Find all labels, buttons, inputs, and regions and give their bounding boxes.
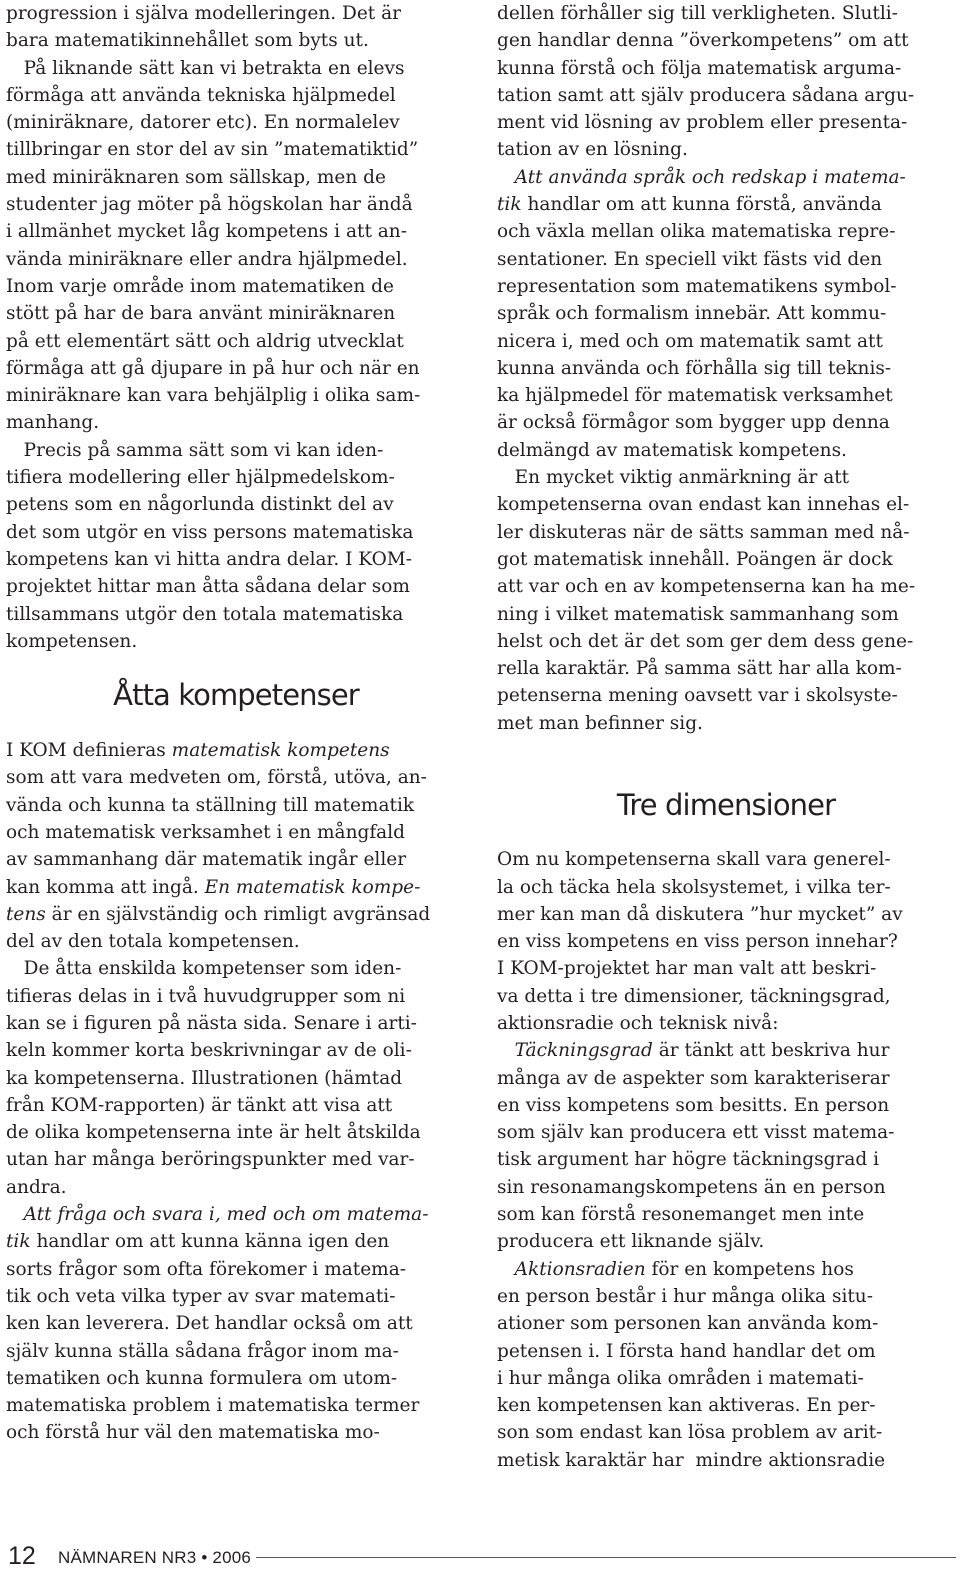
text-line [497, 1228, 955, 1255]
text-run: tillsammans utgör den totala matematiska [6, 603, 404, 625]
text-run: är också förmågor som bygger upp denna [497, 412, 890, 434]
text-line [6, 1065, 466, 1092]
text-line [497, 191, 955, 218]
text-line [497, 928, 955, 955]
text-run: för en kompetens hos [645, 1258, 854, 1280]
text-line [6, 0, 466, 27]
text-line [497, 519, 955, 546]
text-run: med miniräknaren som sällskap, men de [6, 166, 386, 188]
text-line [6, 382, 466, 409]
text-line [497, 655, 955, 682]
text-run: aktionsradie och teknisk nivå: [497, 1012, 779, 1034]
text-run: Inom varje område inom matematiken de [6, 275, 394, 297]
text-run [497, 1040, 515, 1061]
text-line [497, 819, 955, 846]
text-run: De åtta enskilda kompetenser som iden- [6, 958, 402, 980]
text-run: sin resonamangskompetens än en person [497, 1176, 886, 1198]
italic-text: tik [497, 194, 522, 216]
text-run: kunna förstå och följa matematisk arguma- [497, 57, 902, 79]
text-run: (miniräknare, datorer etc). En normalelev [6, 112, 400, 134]
text-line [497, 382, 955, 409]
text-line [6, 955, 466, 982]
text-run: ken kompetensen kan aktiveras. En per- [497, 1395, 876, 1417]
text-run: i hur många olika områden i matemati- [497, 1367, 864, 1389]
text-line [497, 1283, 955, 1310]
text-run: är en självständig och rimligt avgränsad [45, 903, 431, 925]
text-run: vända miniräknare eller andra hjälpmedel. [6, 248, 408, 270]
left-column [6, 0, 466, 1447]
text-run: av sammanhang där matematik ingår eller [6, 849, 407, 871]
text-run: som själv kan producera ett visst matema- [497, 1122, 895, 1144]
text-line [6, 573, 466, 600]
text-run: projektet hittar man åtta sådana delar som [6, 576, 410, 598]
text-line [6, 1037, 466, 1064]
text-run: de olika kompetenserna inte är helt åtskilda [6, 1122, 421, 1144]
italic-text: tik [6, 1231, 31, 1253]
text-run: tematiken och kunna formulera om utom- [6, 1367, 398, 1389]
text-line [497, 437, 955, 464]
text-run [497, 167, 515, 188]
text-run: tifiera modellering eller hjälpmedelskom- [6, 467, 395, 489]
footer-rule [256, 1557, 956, 1558]
text-line [497, 1146, 955, 1173]
text-run: en person består i hur många olika situ- [497, 1285, 873, 1307]
text-run: matematiska problem i matematiska termer [6, 1395, 420, 1417]
text-run: keln kommer korta beskrivningar av de oli- [6, 1040, 412, 1062]
text-run: att var och en av kompetenserna kan ha me- [497, 576, 916, 598]
text-line [6, 191, 466, 218]
text-line [497, 1174, 955, 1201]
text-run: kompetens kan vi hitta andra delar. I KOM- [6, 548, 412, 570]
text-line [6, 1256, 466, 1283]
text-run: tifieras delas in i två huvudgrupper som ni [6, 985, 406, 1007]
text-line [497, 1037, 955, 1064]
italic-text: Att använda språk och redskap i matema- [514, 166, 906, 188]
text-run: manhang. [6, 412, 100, 434]
text-run: stött på har de bara använt miniräknaren [6, 303, 396, 325]
text-run: En mycket viktig anmärkning är att [497, 467, 850, 489]
text-run: ning i vilket matematisk sammanhang som [497, 603, 899, 625]
text-run: producera ett liknande själv. [497, 1231, 765, 1253]
text-line [497, 1419, 955, 1446]
text-line [6, 328, 466, 355]
section-heading: Åtta kompetenser [113, 678, 359, 713]
text-line [6, 55, 466, 82]
text-run: På liknande sätt kan vi betrakta en elevs [6, 57, 405, 79]
text-line [497, 300, 955, 327]
text-run: handlar om att kunna känna igen den [30, 1231, 390, 1253]
text-line [6, 1365, 466, 1392]
text-line [6, 1146, 466, 1173]
text-line [6, 546, 466, 573]
text-run: tillbringar en stor del av sin ”matematiktid” [6, 139, 419, 161]
text-line [497, 1010, 955, 1037]
text-line [6, 1092, 466, 1119]
text-run [497, 1259, 515, 1280]
italic-text: Att fråga och svara i, med och om matema- [23, 1204, 429, 1226]
text-run: kompetensen. [6, 630, 138, 652]
text-line [497, 874, 955, 901]
text-line [6, 519, 466, 546]
text-run: rella karaktär. På samma sätt har alla kom- [497, 658, 902, 680]
text-run: dellen förhåller sig till verkligheten. Slutli- [497, 3, 898, 24]
text-line [497, 1201, 955, 1228]
text-run: ka kompetenserna. Illustrationen (hämtad [6, 1067, 403, 1089]
italic-text: matematisk kompetens [171, 740, 390, 762]
text-run: miniräknare kan vara behjälplig i olika sam- [6, 385, 421, 407]
text-run: förmåga att använda tekniska hjälpmedel [6, 84, 396, 106]
text-line [6, 246, 466, 273]
text-run: en viss kompetens som besitts. En person [497, 1094, 890, 1116]
text-line [6, 819, 466, 846]
text-run: förmåga att gå djupare in på hur och när en [6, 357, 420, 379]
text-run: tisk argument har högre täckningsgrad i [497, 1149, 879, 1171]
text-line [6, 464, 466, 491]
text-run: got matematisk innehåll. Poängen är dock [497, 548, 893, 570]
text-line [497, 136, 955, 163]
text-run: ken kan leverera. Det handlar också om att [6, 1313, 413, 1335]
text-line [6, 27, 466, 54]
text-line [6, 273, 466, 300]
italic-text: En matematisk kompe- [204, 876, 421, 898]
text-run: son som endast kan lösa problem av arit- [497, 1422, 883, 1444]
text-run: handlar om att kunna förstå, använda [521, 194, 882, 216]
text-run: en viss kompetens en viss person innehar? [497, 931, 898, 953]
text-run: metisk karaktär har mindre aktionsradie [497, 1449, 886, 1471]
text-run: ka hjälpmedel för matematisk verksamhet [497, 385, 893, 407]
text-run: sentationer. En speciell vikt fästs vid den [497, 248, 883, 270]
text-run: och växla mellan olika matematiska repre- [497, 221, 896, 243]
text-run: vända och kunna ta ställning till matematik [6, 794, 415, 816]
text-line [497, 27, 955, 54]
text-line [497, 0, 955, 27]
text-run: I KOM definieras [6, 740, 172, 762]
page-footer [8, 1540, 956, 1570]
text-line [497, 1256, 955, 1283]
text-line [497, 1447, 955, 1474]
text-line [497, 546, 955, 573]
text-line [497, 464, 955, 491]
text-line [497, 628, 955, 655]
text-line [6, 737, 466, 764]
text-line [497, 164, 955, 191]
right-column [497, 0, 955, 1474]
text-line [497, 573, 955, 600]
text-line [497, 1365, 955, 1392]
text-run: progression i själva modelleringen. Det är [6, 3, 401, 24]
text-run: petensen i. I första hand handlar det om [497, 1340, 876, 1362]
text-line [497, 82, 955, 109]
text-line [497, 710, 955, 737]
text-line [497, 1092, 955, 1119]
text-run: bara matematikinnehållet som byts ut. [6, 30, 369, 52]
text-run: gen handlar denna ”överkompetens” om att [497, 30, 909, 52]
text-line [497, 218, 955, 245]
text-run: nicera i, med och om matematik samt att [497, 330, 883, 352]
text-line [6, 1310, 466, 1337]
text-run: ment vid lösning av problem eller presenta- [497, 112, 908, 134]
text-line [497, 1119, 955, 1146]
text-line [6, 983, 466, 1010]
text-line [6, 1392, 466, 1419]
text-line [6, 1201, 466, 1228]
text-line [6, 1419, 466, 1446]
text-line [6, 218, 466, 245]
text-line [6, 491, 466, 518]
text-run: va detta i tre dimensioner, täckningsgrad, [497, 985, 891, 1007]
text-run: på ett elementärt sätt och aldrig utvecklat [6, 330, 404, 352]
text-run: är tänkt att beskriva hur [652, 1040, 890, 1062]
text-line [497, 901, 955, 928]
text-run: i allmänhet mycket låg kompetens i att an- [6, 221, 407, 243]
text-line [6, 1338, 466, 1365]
text-run: från KOM-rapporten) är tänkt att visa att [6, 1094, 393, 1116]
text-line [6, 1010, 466, 1037]
text-run: och förstå hur väl den matematiska mo- [6, 1422, 380, 1444]
text-line [497, 409, 955, 436]
text-line [6, 764, 466, 791]
text-line [497, 846, 955, 873]
text-line [6, 1174, 466, 1201]
text-line [6, 901, 466, 928]
text-run: la och täcka hela skolsystemet, i vilka ter- [497, 876, 891, 898]
text-line [6, 437, 466, 464]
text-run: ler diskuteras när de sätts samman med nå- [497, 521, 910, 543]
text-line [6, 601, 466, 628]
text-line [6, 710, 466, 737]
text-line [497, 1392, 955, 1419]
text-line [6, 628, 466, 655]
text-run: representation som matematikens symbol- [497, 275, 897, 297]
text-run: ationer som personen kan använda kom- [497, 1313, 879, 1335]
section-heading: Tre dimensioner [616, 787, 836, 822]
journal-name: NÄMNAREN NR3 • 2006 [58, 1548, 252, 1567]
text-run: som kan förstå resonemanget men inte [497, 1204, 865, 1226]
text-line [6, 355, 466, 382]
text-run: utan har många beröringspunkter med var- [6, 1149, 415, 1171]
text-line [6, 164, 466, 191]
text-line [6, 82, 466, 109]
text-line [497, 1310, 955, 1337]
text-run: själv kunna ställa sådana frågor inom ma- [6, 1340, 399, 1362]
text-line [497, 1338, 955, 1365]
text-run: det som utgör en viss persons matematiska [6, 521, 414, 543]
text-run: Om nu kompetenserna skall vara generel- [497, 849, 891, 871]
text-line [6, 874, 466, 901]
text-line [6, 928, 466, 955]
text-run: met man befinner sig. [497, 712, 703, 734]
text-line [497, 109, 955, 136]
text-run: helst och det är det som ger dem dess gene- [497, 630, 914, 652]
text-line [6, 409, 466, 436]
text-run [6, 1204, 24, 1225]
text-run: kompetenserna ovan endast kan innehas el- [497, 494, 910, 516]
text-run: och matematisk verksamhet i en mångfald [6, 821, 405, 843]
text-line [497, 246, 955, 273]
text-line [497, 328, 955, 355]
text-run: del av den totala kompetensen. [6, 931, 300, 953]
text-run: många av de aspekter som karakteriserar [497, 1067, 890, 1089]
text-run: tik och veta vilka typer av svar matemati- [6, 1285, 396, 1307]
text-line [497, 737, 955, 764]
text-line [6, 792, 466, 819]
text-line [6, 1283, 466, 1310]
text-line [6, 136, 466, 163]
text-line [497, 355, 955, 382]
text-line [497, 955, 955, 982]
text-line [6, 846, 466, 873]
text-run: andra. [6, 1176, 67, 1198]
text-line [497, 601, 955, 628]
text-run: kan komma att ingå. [6, 876, 205, 898]
text-line [6, 300, 466, 327]
page-number: 12 [8, 1542, 36, 1570]
italic-text: Aktionsradien [514, 1258, 646, 1280]
text-line [497, 682, 955, 709]
text-run: språk och formalism innebär. Att kommu- [497, 303, 887, 325]
text-run: som att vara medveten om, förstå, utöva, an- [6, 767, 427, 789]
text-run: studenter jag möter på högskolan har ändå [6, 194, 413, 216]
text-line [497, 1065, 955, 1092]
text-line [497, 491, 955, 518]
italic-text: Täckningsgrad [514, 1040, 653, 1062]
text-run: kan se i figuren på nästa sida. Senare i arti- [6, 1012, 417, 1034]
text-run: I KOM-projektet har man valt att beskri- [497, 958, 877, 980]
text-run: petenserna mening oavsett var i skolsyste- [497, 685, 898, 707]
text-line [497, 983, 955, 1010]
text-run: petens som en någorlunda distinkt del av [6, 494, 394, 516]
text-line [497, 55, 955, 82]
text-run: kunna använda och förhålla sig till teknis- [497, 357, 892, 379]
text-line [6, 1119, 466, 1146]
text-line [497, 273, 955, 300]
text-run: delmängd av matematisk kompetens. [497, 439, 847, 461]
text-run: tation samt att själv producera sådana argu- [497, 84, 915, 106]
text-run: Precis på samma sätt som vi kan iden- [6, 439, 384, 461]
text-line [6, 109, 466, 136]
text-run: tation av en lösning. [497, 139, 688, 161]
italic-text: tens [6, 903, 46, 925]
text-line [6, 1228, 466, 1255]
text-run: sorts frågor som ofta förekomer i matema- [6, 1258, 407, 1280]
text-run: mer kan man då diskutera ”hur mycket” av [497, 903, 903, 925]
